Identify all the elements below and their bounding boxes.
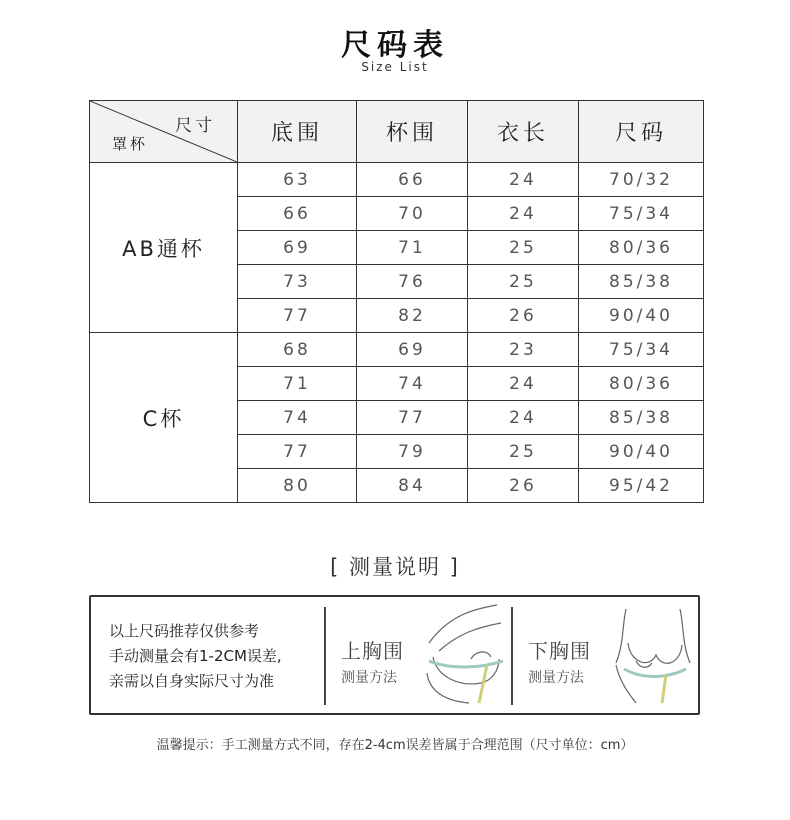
table-cell: 74: [238, 401, 357, 435]
table-cell: 69: [357, 333, 468, 367]
table-cell: 23: [468, 333, 579, 367]
table-cell: 70/32: [579, 163, 704, 197]
measure-info-box: [89, 595, 700, 715]
divider: [511, 607, 513, 705]
table-header-row: [90, 101, 704, 163]
table-row: [90, 333, 704, 367]
table-cell: 71: [238, 367, 357, 401]
table-cell: 69: [238, 231, 357, 265]
column-header-size: 尺码: [579, 101, 704, 163]
upper-bust-label: [341, 635, 404, 687]
note-line: 手动测量会有1-2CM误差,: [109, 647, 282, 665]
table-cell: 75/34: [579, 197, 704, 231]
size-table: [89, 100, 704, 503]
table-cell: 25: [468, 265, 579, 299]
table-cell: 85/38: [579, 401, 704, 435]
table-cell: 77: [238, 435, 357, 469]
table-cell: 26: [468, 299, 579, 333]
table-cell: 76: [357, 265, 468, 299]
table-row: [90, 163, 704, 197]
table-cell: 63: [238, 163, 357, 197]
table-cell: 68: [238, 333, 357, 367]
upper-bust-subtitle: 测量方法: [341, 670, 397, 686]
table-cell: 82: [357, 299, 468, 333]
table-cell: 80/36: [579, 231, 704, 265]
table-cell: 25: [468, 435, 579, 469]
table-cell: 79: [357, 435, 468, 469]
table-cell: 66: [238, 197, 357, 231]
column-header-underband: 底围: [238, 101, 357, 163]
divider: [324, 607, 326, 705]
page-subtitle: Size List: [361, 60, 429, 74]
table-cell: 71: [357, 231, 468, 265]
table-cell: 66: [357, 163, 468, 197]
lower-bust-subtitle: 测量方法: [528, 670, 584, 686]
lower-bust-figure-icon: [606, 603, 698, 707]
measure-notes: [109, 619, 282, 694]
table-cell: 84: [357, 469, 468, 503]
corner-size-label: 尺寸: [175, 116, 215, 136]
group-label-c: C杯: [90, 333, 238, 503]
upper-bust-figure-icon: [419, 603, 511, 707]
table-cell: 24: [468, 401, 579, 435]
table-cell: 77: [238, 299, 357, 333]
table-cell: 25: [468, 231, 579, 265]
table-cell: 75/34: [579, 333, 704, 367]
lower-bust-label: [528, 635, 591, 687]
note-line: 以上尺码推荐仅供参考: [109, 622, 260, 640]
corner-header-cell: [90, 101, 238, 163]
measure-section-title: [ 测量说明 ]: [330, 555, 460, 579]
table-cell: 24: [468, 163, 579, 197]
footer-tip: 温馨提示：手工测量方式不同，存在2-4cm误差皆属于合理范围（尺寸单位：cm）: [156, 738, 634, 753]
corner-cup-label: 罩杯: [112, 135, 149, 153]
note-line: 亲需以自身实际尺寸为准: [109, 672, 275, 690]
table-cell: 74: [357, 367, 468, 401]
table-cell: 80/36: [579, 367, 704, 401]
lower-bust-title: 下胸围: [528, 639, 591, 663]
table-cell: 70: [357, 197, 468, 231]
table-cell: 24: [468, 197, 579, 231]
table-cell: 85/38: [579, 265, 704, 299]
table-cell: 95/42: [579, 469, 704, 503]
column-header-cup: 杯围: [357, 101, 468, 163]
column-header-length: 衣长: [468, 101, 579, 163]
table-cell: 90/40: [579, 299, 704, 333]
group-label-ab: AB通杯: [90, 163, 238, 333]
table-cell: 77: [357, 401, 468, 435]
upper-bust-title: 上胸围: [341, 639, 404, 663]
page-title: 尺码表: [341, 28, 449, 63]
table-cell: 24: [468, 367, 579, 401]
table-cell: 90/40: [579, 435, 704, 469]
table-cell: 80: [238, 469, 357, 503]
table-cell: 73: [238, 265, 357, 299]
table-cell: 26: [468, 469, 579, 503]
